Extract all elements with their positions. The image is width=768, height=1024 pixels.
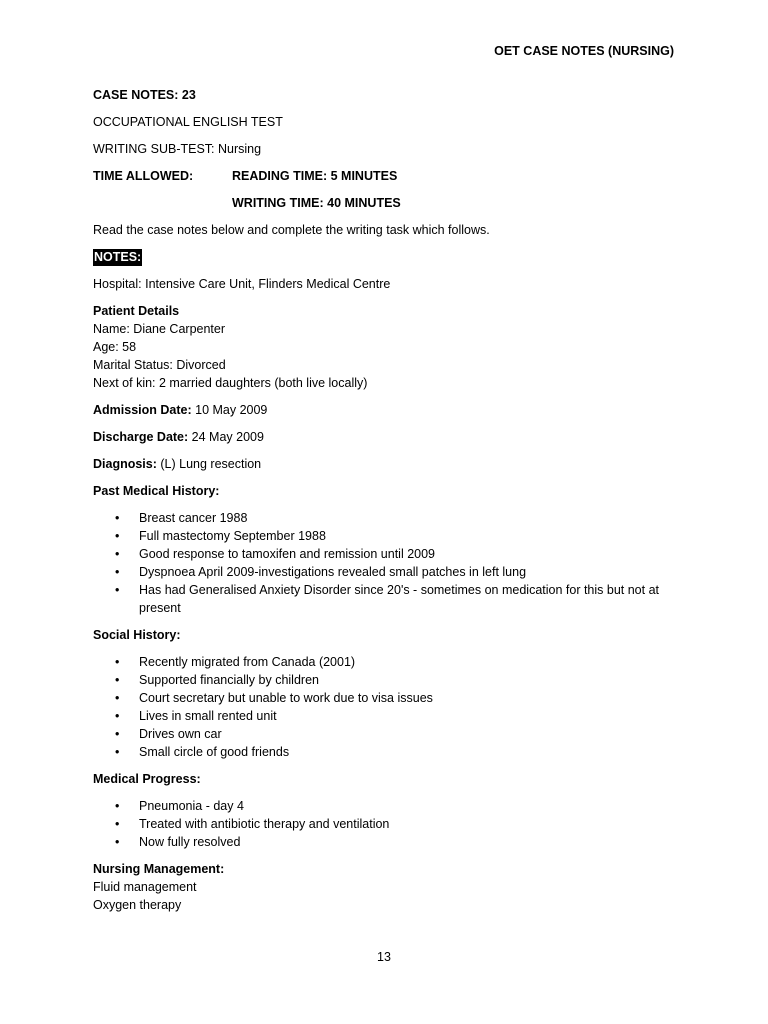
patient-next-of-kin: Next of kin: 2 married daughters (both live locally)	[93, 376, 368, 390]
instruction-text: Read the case notes below and complete the writing task which follows.	[93, 223, 490, 237]
list-item: • Now fully resolved	[115, 835, 241, 849]
case-notes-body	[93, 86, 683, 914]
past-medical-history-heading: Past Medical History:	[93, 484, 220, 498]
patient-details	[93, 302, 683, 392]
nursing-line: Fluid management	[93, 880, 197, 894]
admission-label: Admission Date:	[93, 403, 192, 417]
test-name: OCCUPATIONAL ENGLISH TEST	[93, 115, 283, 129]
bullet-icon: •	[115, 565, 120, 579]
admission-date	[93, 401, 683, 419]
subtest-name: WRITING SUB-TEST: Nursing	[93, 142, 262, 156]
bullet-icon: •	[115, 709, 120, 723]
bullet-icon: •	[115, 529, 120, 543]
running-header: OET CASE NOTES (NURSING)	[494, 44, 674, 58]
list-item: • Small circle of good friends	[115, 745, 290, 759]
list-item: • Supported financially by children	[115, 673, 319, 687]
list-item: • Breast cancer 1988	[115, 511, 248, 525]
nursing-management	[93, 860, 683, 914]
admission-value: 10 May 2009	[191, 403, 268, 417]
medical-progress-list	[93, 797, 683, 851]
past-medical-history-list	[93, 509, 683, 617]
bullet-icon: •	[115, 745, 120, 759]
list-item: • Full mastectomy September 1988	[115, 529, 326, 543]
time-allowed-row	[93, 167, 683, 185]
list-item: • Lives in small rented unit	[115, 709, 277, 723]
list-item: • Dyspnoea April 2009-investigations revealed small patches in left lung	[115, 565, 527, 579]
time-allowed-label: TIME ALLOWED:	[93, 169, 194, 183]
bullet-icon: •	[115, 583, 120, 597]
list-item: • Has had Generalised Anxiety Disorder since 20's - sometimes on medication for this but not at present	[115, 583, 660, 615]
nursing-line: Oxygen therapy	[93, 898, 182, 912]
bullet-icon: •	[115, 835, 120, 849]
bullet-icon: •	[115, 547, 120, 561]
bullet-icon: •	[115, 673, 120, 687]
diagnosis-value: (L) Lung resection	[156, 457, 262, 471]
list-item: • Pneumonia - day 4	[115, 799, 244, 813]
bullet-icon: •	[115, 727, 120, 741]
social-history-heading: Social History:	[93, 628, 181, 642]
discharge-value: 24 May 2009	[188, 430, 264, 444]
case-notes-number: CASE NOTES: 23	[93, 88, 196, 102]
bullet-icon: •	[115, 655, 120, 669]
bullet-icon: •	[115, 511, 120, 525]
nursing-management-heading: Nursing Management:	[93, 862, 225, 876]
patient-marital-status: Marital Status: Divorced	[93, 358, 226, 372]
discharge-date	[93, 428, 683, 446]
reading-time: READING TIME: 5 MINUTES	[232, 169, 398, 183]
social-history-list	[93, 653, 683, 761]
writing-time: WRITING TIME: 40 MINUTES	[232, 196, 401, 210]
list-item: • Good response to tamoxifen and remission until 2009	[115, 547, 436, 561]
diagnosis	[93, 455, 683, 473]
patient-age: Age: 58	[93, 340, 137, 354]
page-number: 13	[377, 950, 391, 964]
patient-details-heading: Patient Details	[93, 304, 180, 318]
list-item: • Court secretary but unable to work due to visa issues	[115, 691, 433, 705]
discharge-label: Discharge Date:	[93, 430, 189, 444]
bullet-icon: •	[115, 799, 120, 813]
patient-name: Name: Diane Carpenter	[93, 322, 226, 336]
diagnosis-label: Diagnosis:	[93, 457, 157, 471]
bullet-icon: •	[115, 691, 120, 705]
list-item: • Drives own car	[115, 727, 222, 741]
notes-label: NOTES:	[94, 250, 142, 264]
list-item: • Treated with antibiotic therapy and ventilation	[115, 817, 390, 831]
medical-progress-heading: Medical Progress:	[93, 772, 201, 786]
list-item: • Recently migrated from Canada (2001)	[115, 655, 356, 669]
hospital-line: Hospital: Intensive Care Unit, Flinders Medical Centre	[93, 277, 391, 291]
bullet-icon: •	[115, 817, 120, 831]
